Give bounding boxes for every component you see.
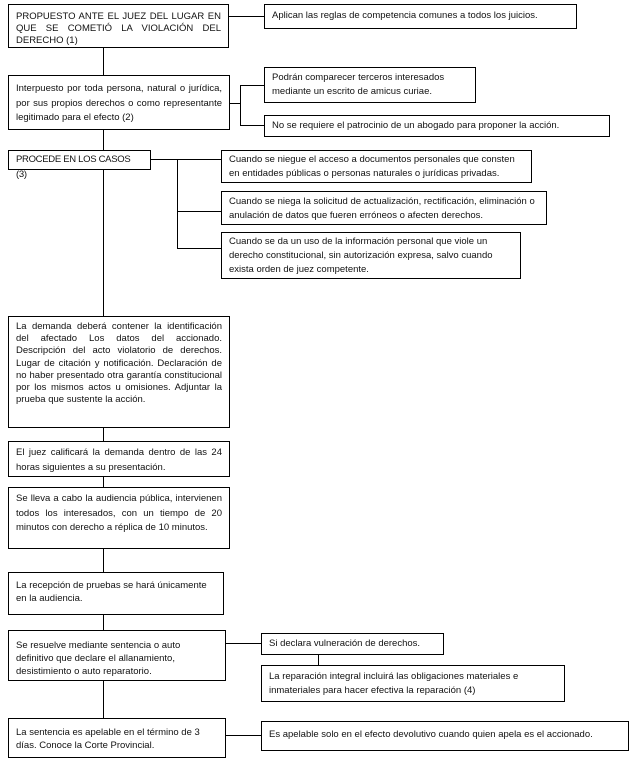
step-propuesto-ante-juez: PROPUESTO ANTE EL JUEZ DEL LUGAR EN QUE SE COMETIÓ LA VIOLACIÓN DEL DERECHO (1) [8,4,229,48]
connector-casos [151,159,177,160]
connector-caso-acceso [177,159,221,160]
note-vulneracion-derechos: Si declara vulneración de derechos. [261,633,444,655]
step-calificacion-juez: El juez calificará la demanda dentro de las 24 horas siguientes a su presentación. [8,441,230,477]
step-sentencia-auto: Se resuelve mediante sentencia o auto definitivo que declare el allanamiento, desistimiento o auto reparatorio. [8,630,226,681]
step-procede-en-los-casos: PROCEDE EN LOS CASOS (3) [8,150,151,170]
note-reglas-competencia: Aplican las reglas de competencia comunes a todos los juicios. [264,4,577,29]
connector-caso-uso [177,248,221,249]
step-contenido-demanda: La demanda deberá contener la identificación del afectado Los datos del accionado. Descripción del acto violatorio de derechos. Lugar de citación y notificación. Declaración de no haber presentado otra garantía constitucional por los mismos actos u omisiones. Adjuntar la prueba que sustente la acción. [8,316,230,428]
connector-vulneracion-reparacion [318,655,319,665]
step-audiencia-publica: Se lleva a cabo la audiencia pública, intervienen todos los interesados, con un tiempo de 20 minutos con derecho a réplica de 10 minutos. [8,487,230,549]
connector-competencia [229,16,264,17]
connector-amicus [240,85,264,86]
note-apelable-devolutivo: Es apelable solo en el efecto devolutivo cuando quien apela es el accionado. [261,721,629,751]
connector-patrocinio [240,125,264,126]
step-interpuesto-por-persona: Interpuesto por toda persona, natural o jurídica, por sus propios derechos o como representante legitimado para el efecto (2) [8,75,230,130]
note-amicus-curiae: Podrán comparecer terceros interesados mediante un escrito de amicus curiae. [264,67,476,103]
connector-resuelve [225,643,261,644]
connector-casos-branch [177,159,178,248]
step-recepcion-pruebas: La recepción de pruebas se hará únicamente en la audiencia. [8,572,224,615]
step-sentencia-apelable: La sentencia es apelable en el término de 3 días. Conoce la Corte Provincial. [8,718,226,758]
case-uso-informacion: Cuando se da un uso de la información personal que viole un derecho constitucional, sin autorización expresa, salvo cuando exista orden de juez competente. [221,232,521,279]
note-reparacion-integral: La reparación integral incluirá las obligaciones materiales e inmateriales para hacer efectiva la reparación (4) [261,665,565,702]
connector-legitimado-branch [240,85,241,126]
connector-apelacion [225,735,261,736]
connector-legitimado [230,103,240,104]
connector-caso-actualizacion [177,211,221,212]
case-acceso-documentos: Cuando se niegue el acceso a documentos personales que consten en entidades públicas o personas naturales o jurídicas privadas. [221,150,532,183]
case-actualizacion-datos: Cuando se niega la solicitud de actualización, rectificación, eliminación o anulación de datos que fueren erróneos o afecten derechos. [221,191,547,225]
note-patrocinio-abogado: No se requiere el patrocinio de un abogado para proponer la acción. [264,115,610,137]
